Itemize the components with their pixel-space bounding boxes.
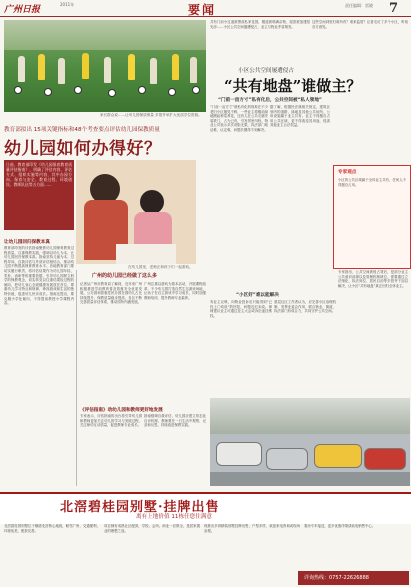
kinder-column-1: 教育部印发的评估指南聚焦幼儿园保育教育过程质量，注重保教实践，强调以幼儿为本，让幼儿园回归保教本真。指南坚持儿童为本、过程导向、自我评估与外部评估相结合，推动幼儿园不断提高保育教育水平。各地教育部门要切实履行职责，将评估结果作为幼儿园年检、奖补、表彰等的重要依据，引导幼儿园树立科学的保教观念，切实转变以往重结果轻过程的倾向，把幼儿身心全面健康发展放在首位，尊重幼儿学习特点和规律，珍视游戏和生活的独特价值，促进幼儿快乐成长。指南还提出，要克服小学化倾向，不得提前教授小学课程内容。 [4,246,74,306]
ad-subline: 离有上地价值 11栋任您住满意 [136,514,213,520]
kinder-column-2: 记者从广州市教育局了解到，近年来广州积极推进学前教育普及普惠安全优质发展，公办园和普惠性民办园在园幼儿占比持续提升，保教质量稳步提高，各区不断完善质量评估体系，推动园所内涵发展。 [80,282,142,305]
page-date: 2011年 [60,2,75,7]
column-rule [76,270,77,486]
feature-text: 日前，教育部印发《幼儿园保育教育质量评估指南》，明确了评估内容、评估方式、组织实施等内容，其中办园方向、保育与安全、教育过程、环境创设、教师队伍等五方面…… [6,162,72,187]
feature-box [4,160,74,230]
community-subhead-1: “门前一亩方寸”私有化后，公共空间被“私人领地” [218,98,322,103]
teacher-kids-photo [76,160,196,264]
ad-phone: 详询热线：0757-22626888 [304,575,369,581]
right-intro-text: 共有门前小过道被围成私家花园，楼道被堆满杂物，屋顶被加建阳光房……小区公共空间屡遭侵占，业主与物业矛盾频发。 [210,20,310,29]
community-subhead-2: “小区好”难以能解决 [236,293,279,298]
ad-text-3: 现推出多套精装别墅挂牌出售，户型多样，欢迎来电咨询或现场参观。 [204,524,300,533]
section-title: 要闻 [188,3,217,17]
expert-sidebar [333,165,411,269]
kids-football-photo [4,20,206,112]
page-number: 7 [389,1,399,16]
ad-headline: 北滘碧桂园别墅·挂牌出售 [60,500,220,515]
community-column-3: 有业主反映，向物业投诉后只能得到“已经上门劝说”的回复，问题迟迟未改。律师建议业主可通过业主大会或诉讼途径维权。 [210,300,272,318]
kids-photo-caption: 在幼儿园里，老师正和孩子们一起游戏。 [128,265,193,269]
community-kicker: 小区公共空间屡遭侵占 [238,68,294,74]
community-headline: “共有地盘”谁做主？ [224,77,362,95]
ad-text-1: 北滘碧桂园别墅位于顺德北滘核心地段，毗邻广州，交通便利，环境优美，配套完善。 [4,524,100,533]
sidebar-title: 专家观点 [338,170,357,175]
kinder-column-5: 指南强调自我评估，幼儿园应建立常态化自评机制，教师要在一日生活中观察、记录和反思，持续改进保教实践。 [144,414,206,428]
page-editors: 责任编辑：雷晓 [345,3,373,8]
kinder-column-3: 广州注重以游戏为基本活动，开展课程改革，不少幼儿园打造自然生态游戏场地，让孩子在自主游戏中学习成长，同时加强教师培训，提升教师专业素养。 [144,282,206,300]
paper-logo: 广州日报 [4,5,41,15]
right-intro-text-2: 这些空间到底归谁所有？谁来监管？记者走访了多个小区，听取各方意见。 [312,20,408,29]
top-photo-caption: 家长群众说……让幼儿园保质保量 多措并举扩大优质学位资源。 [100,113,202,117]
kinder-subhead-1: 让幼儿园回归保教本真 [4,240,50,245]
community-column-1: “门前一亩方寸”被私有化的现象在不少老旧小区屡见不鲜，一些业主将楼前绿地圈起种菜养花，还有人在公共走廊安装铁门，占为己有，引发邻里纠纷。物业公司表示多次劝阻无果，执法部门取证难、认定难，问题长期得不到解决。 [210,105,268,132]
kinder-column-4: 专家表示，评估指南的出台将引导幼儿园和教师更加关注幼儿的学习与发展过程，关注师幼互动质量，促进教师专业成长。 [80,414,142,428]
kinder-subhead-2: 广州的幼儿园已经做了这么多 [92,273,158,279]
sidebar-text: 小区的公共区域属于全体业主共有，任何人不得擅自占用。 [338,178,406,187]
community-column-5: 专家指出，公共空间被侵占背后，是部分业主公共意识淡薄以及管理机制缺位，需要通过立法细化、执法到位、居民自治等多管齐下加以解决，让小区“共有地盘”真正回归全体业主。 [338,270,408,288]
ad-text-2: 项目拥有成熟社区配套，学校、会所、商业一应俱全，是居家置业的理想之选。 [104,524,200,533]
kinder-subhead-3: 《评估指南》动幼儿园和教师更好地发展 [80,408,163,413]
community-column-2: 据了解，根据民法典相关规定，建筑区划内的道路、绿地及其他公共场所、公用设施属于业主共有。业主不得擅自占用公共区域，更不得改变其用途，侵害其他业主合法权益。 [270,105,330,128]
kinder-headline: 幼儿园如何办得好？ [4,139,162,159]
parked-cars-photo [210,398,410,486]
community-column-4: 基层社区工作者认为，应完善小区治理机制，发挥业委会作用，联合物业、街道、执法部门形成合力，共同守护公共空间。 [274,300,336,314]
kinder-kicker: 教育部拟出 15项关键指标和48个考查要点评估幼儿园保教质量 [4,127,160,133]
ad-text-4: 看房专车接送，更多优惠详情请致电销售中心。 [304,524,376,528]
